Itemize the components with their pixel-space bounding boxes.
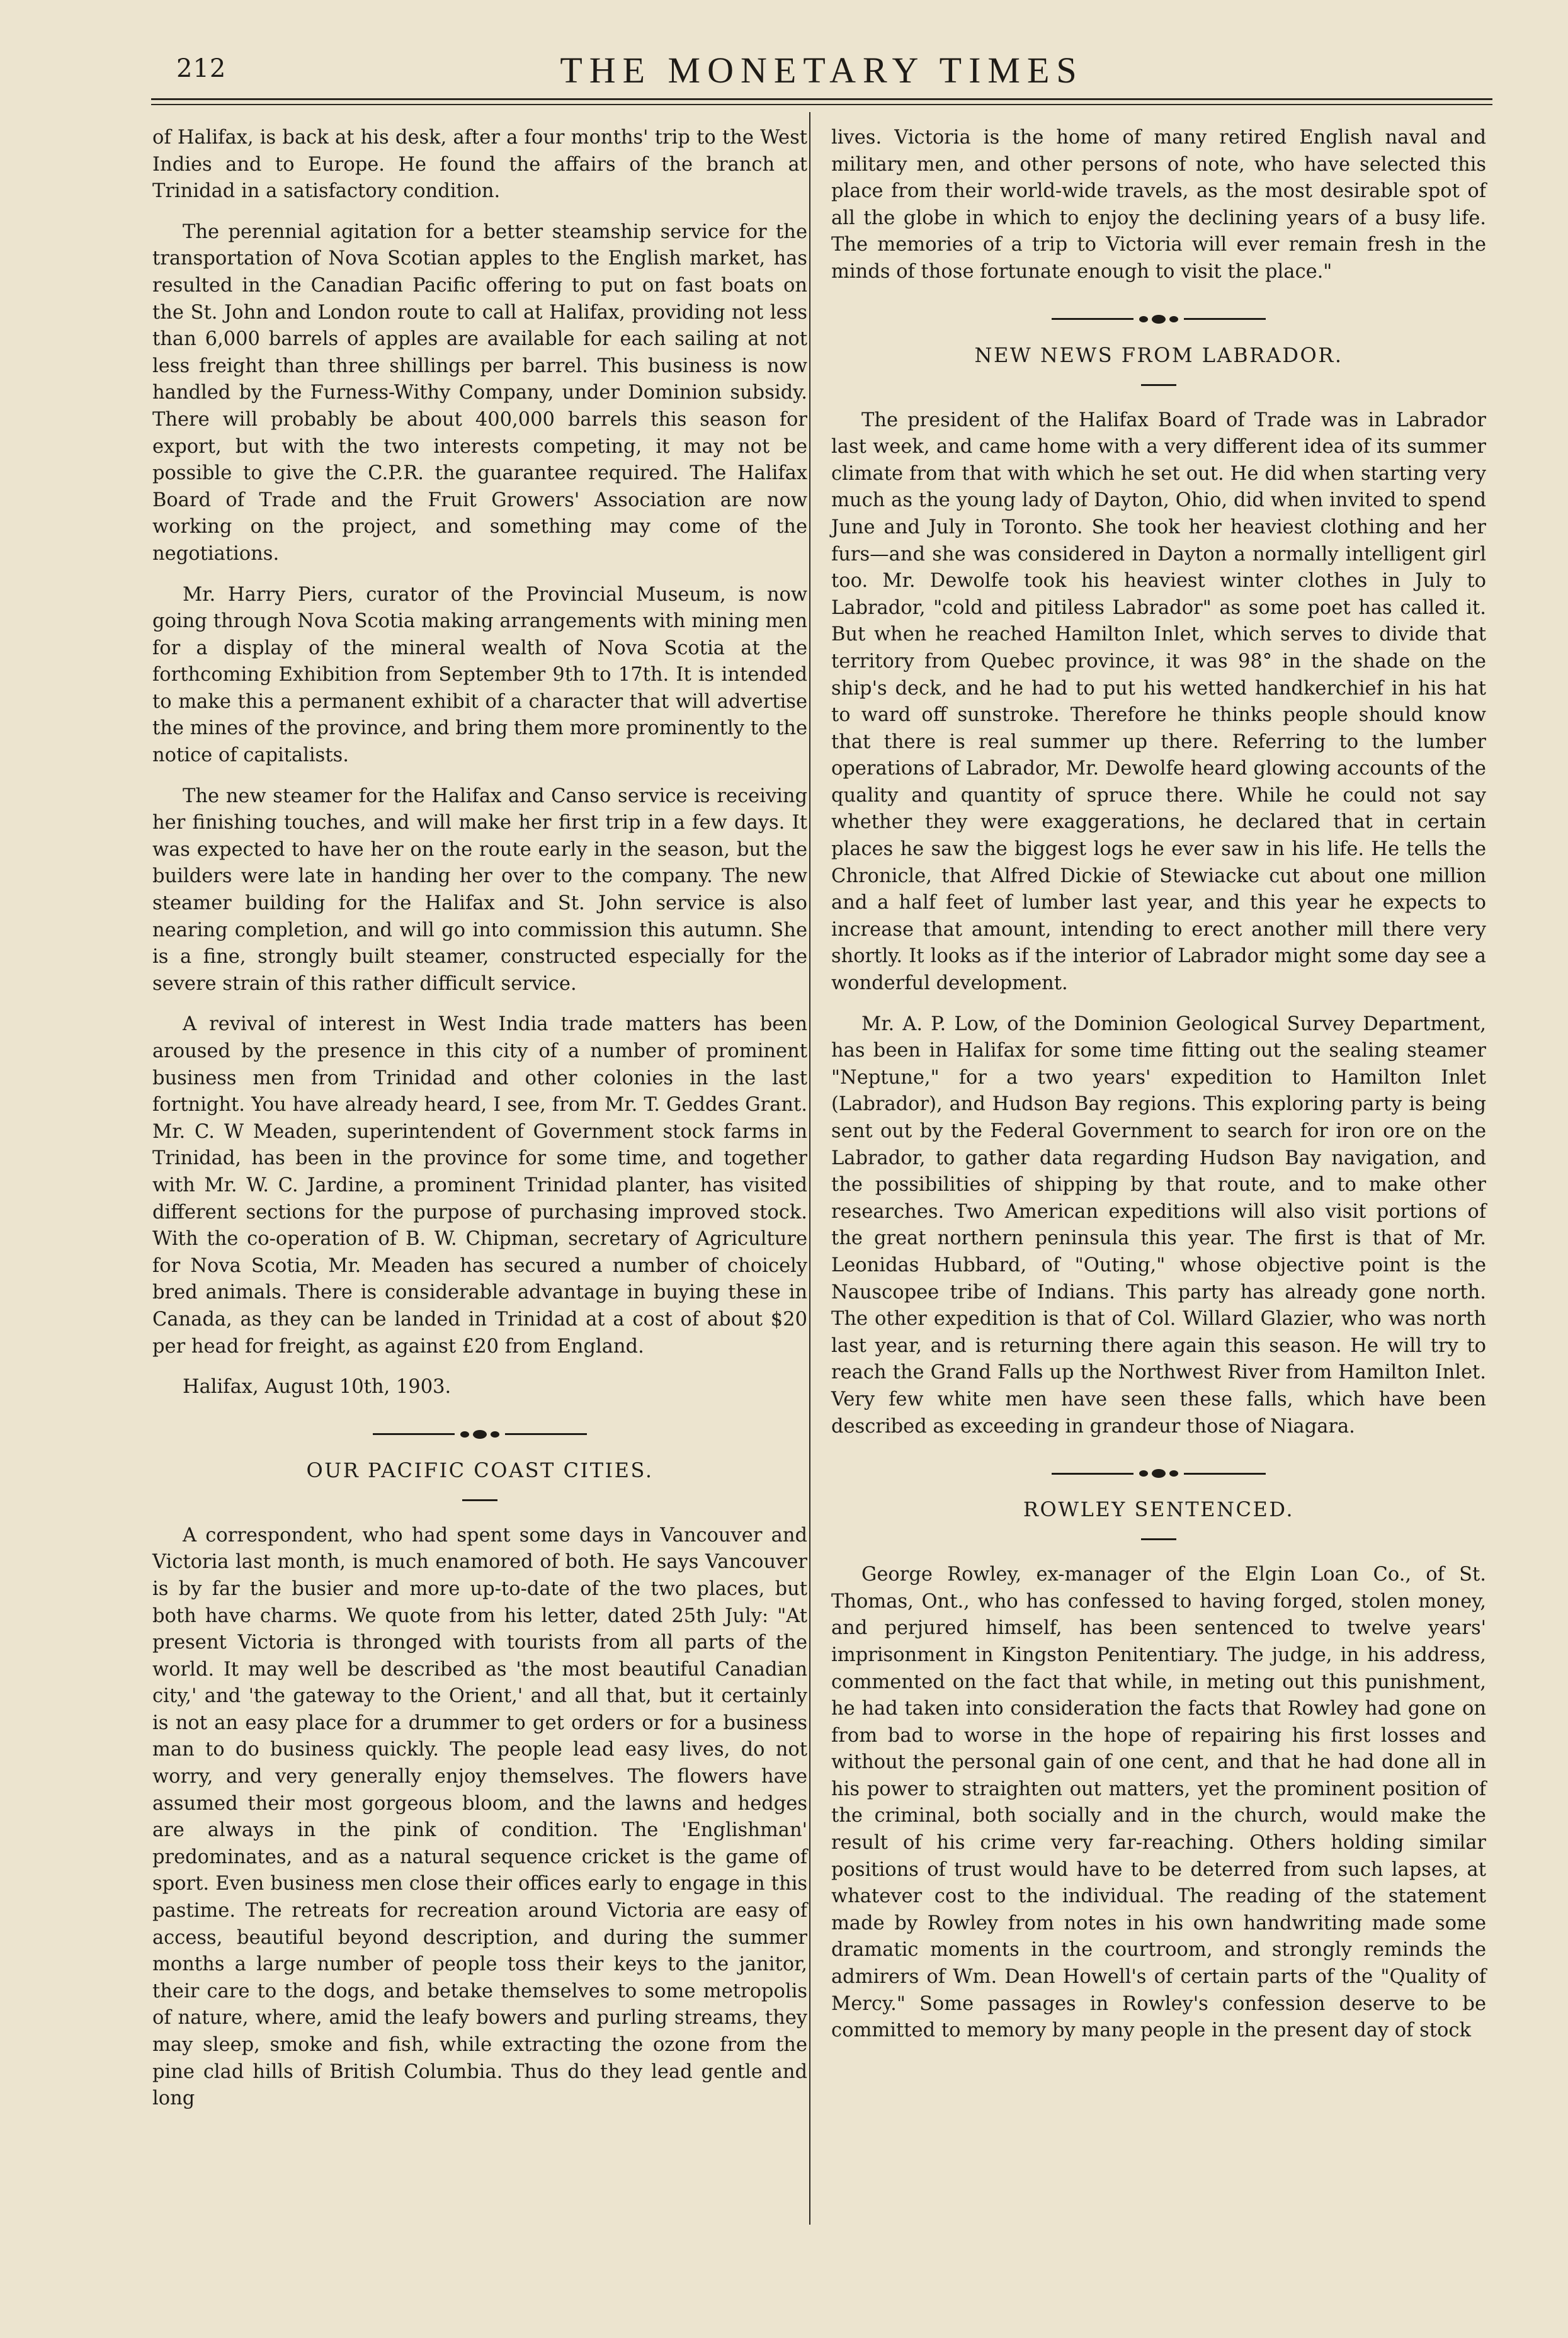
article-paragraph: lives. Victoria is the home of many retired English naval and military men, and other persons of note, who have selected this place from their world-wide travels, as the most desirable spot of all the globe in which to enjoy the declining years of a busy life. The memories of a trip to Victoria will ever remain fresh in the minds of those fortunate enough to visit the place." — [831, 127, 1486, 283]
header-rule-bottom — [151, 104, 1492, 105]
article-paragraph: Mr. Harry Piers, curator of the Provincial Museum, is now going through Nova Scotia making arrangements with mining men for a display of the mineral wealth of Nova Scotia at the forthcoming Exhibition from September 9th to 17th. It is intended to make this a permanent exhibit of a character that will advertise the mines of the province, and bring them more prominently to the notice of capitalists. — [152, 583, 807, 767]
article-paragraph: Mr. A. P. Low, of the Dominion Geological Survey Department, has been in Halifax for some time fitting out the sealing steamer "Neptune," for a two years' expedition to Hamilton Inlet (Labrador), and Hudson Bay regions. This exploring party is being sent out by the Federal Government to search for iron ore on the Labrador, to gather data regarding Hudson Bay navigation, and the possibilities of shipping by that route, and to make other researches. Two American expeditions will also visit portions of the great northern peninsula this year. The first is that of Mr. Leonidas Hubbard, of "Outing," whose objective point is the Nauscopee tribe of Indians. This party has already gone north. The other expedition is that of Col. Willard Glazier, who was north last year, and is returning there again this season. He will try to reach the Grand Falls up the Northwest River from Hamilton Inlet. Very few white men have seen these falls, which have been described as exceeding in grandeur those of Niagara. — [831, 1013, 1486, 1438]
article-paragraph: George Rowley, ex-manager of the Elgin Loan Co., of St. Thomas, Ont., who has confessed to having forged, stolen money, and perjured himself, has been sentenced to twelve years' imprisonment in Kingston Penitentiary. The judge, in his address, commented on the fact that while, in meting out this punishment, he had taken into consideration the facts that Rowley had gone on from bad to worse in the hope of repairing his first losses and without the personal gain of one cent, and that he had done all in his power to straighten out matters, yet the prominent position of the criminal, both socially and in the church, would make the result of his crime very far-reaching. Others holding similar positions of trust would have to be deterred from such lapses, at whatever cost to the individual. The reading of the statement made by Rowley from notes in his own handwriting made some dramatic moments in the courtroom, and strongly reminds the admirers of Wm. Dean Howell's of certain parts of the "Quality of Mercy." Some passages in Rowley's confession deserve to be committed to memory by many people in the present day of stock — [831, 1563, 1486, 2042]
section-ornament — [831, 1469, 1486, 1478]
article-paragraph: The perennial agitation for a better steamship service for the transportation of Nova Scotian apples to the English market, has resulted in the Canadian Pacific offering to put on fast boats on the St. John and London route to call at Halifax, providing not less than 6,000 barrels of apples are available for each sailing at not less freight than three shillings per barrel. This business is now handled by the Furness-Withy Company, under Dominion subsidy. There will probably be about 400,000 barrels this season for export, but with the two interests competing, it may not be possible to give the C.P.R. the guarantee required. The Halifax Board of Trade and the Fruit Growers' Association are now working on the project, and something may come of the negotiations. — [152, 220, 807, 565]
section-ornament — [152, 1430, 807, 1439]
column-divider — [809, 112, 810, 2225]
article-paragraph: A correspondent, who had spent some days in Vancouver and Victoria last month, is much enamored of both. He says Vancouver is by far the busier and more up-to-date of the two places, but both have charms. We quote from his letter, dated 25th July: "At present Victoria is thronged with tourists from all parts of the world. It may well be described as 'the most beautiful Canadian city,' and 'the gateway to the Orient,' and all that, but it certainly is not an easy place for a drummer to get orders or for a business man to do business quickly. The people lead easy lives, do not worry, and very generally enjoy themselves. The flowers have assumed their most gorgeous bloom, and the lawns and hedges are always in the pink of condition. The 'Englishman' predominates, and as a natural sequence cricket is the game of sport. Even business men close their offices early to engage in this pastime. The retreats for recreation around Victoria are easy of access, beautiful beyond description, and during the summer months a large number of people toss their keys to the janitor, their care to the dogs, and betake themselves to some metropolis of nature, where, amid the leafy bowers and purling streams, they may sleep, smoke and fish, while extracting the ozone from the pine clad hills of British Columbia. Thus do they lead gentle and long — [152, 1524, 807, 2110]
page-number: 212 — [176, 54, 227, 83]
section-heading-rowley: ROWLEY SENTENCED. — [1023, 1497, 1295, 1522]
section-ornament — [831, 315, 1486, 324]
article-paragraph: of Halifax, is back at his desk, after a four months' trip to the West Indies and to Europe. He found the affairs of the branch at Trinidad in a satisfactory condition. — [152, 127, 807, 203]
right-column — [831, 125, 1486, 2058]
heading-rule — [462, 1499, 497, 1501]
article-paragraph: The president of the Halifax Board of Trade was in Labrador last week, and came home with a very different idea of its summer climate from that with which he set out. He did when starting very much as the young lady of Dayton, Ohio, did when invited to spend June and July in Toronto. She took her heaviest clothing and her furs—and she was considered in Dayton a normally intelligent girl too. Mr. Dewolfe took his heaviest winter clothes in July to Labrador, "cold and pitiless Labrador" as some poet has called it. But when he reached Hamilton Inlet, which serves to divide that territory from Quebec province, it was 98° in the shade on the ship's deck, and he had to put his wetted handkerchief in his hat to ward off sunstroke. Therefore he thinks people should know that there is real summer up there. Referring to the lumber operations of Labrador, Mr. Dewolfe heard glowing accounts of the quality and quantity of spruce there. While he could not say whether they were exaggerations, he declared that in certain places he saw the biggest logs he ever saw in his life. He tells the Chronicle, that Alfred Dickie of Stewiacke cut about one million and a half feet of lumber last year, and this year he expects to increase that amount, intending to erect another mill there very shortly. It looks as if the interior of Labrador might some day see a wonderful development. — [831, 409, 1486, 995]
article-paragraph: A revival of interest in West India trade matters has been aroused by the presence in this city of a number of prominent business men from Trinidad and other colonies in the last fortnight. You have already heard, I see, from Mr. T. Geddes Grant. Mr. C. W Meaden, superintendent of Government stock farms in Trinidad, has been in the province for some time, and together with Mr. W. C. Jardine, a prominent Trinidad planter, has visited different sections for the purpose of purchasing improved stock. With the co-operation of B. W. Chipman, secretary of Agriculture for Nova Scotia, Mr. Meaden has secured a number of choicely bred animals. There is considerable advantage in buying these in Canada, as they can be landed in Trinidad at a cost of about $20 per head for freight, as against £20 from England. — [152, 1013, 807, 1358]
header-rule-top — [151, 98, 1492, 100]
section-heading-pacific-coast: OUR PACIFIC COAST CITIES. — [306, 1458, 654, 1482]
heading-rule — [1141, 384, 1176, 386]
left-column — [152, 125, 807, 2126]
section-heading-labrador: NEW NEWS FROM LABRADOR. — [974, 343, 1343, 367]
dateline: Halifax, August 10th, 1903. — [183, 1376, 452, 1399]
publication-title: THE MONETARY TIMES — [560, 50, 1084, 91]
page-header — [151, 44, 1492, 101]
article-paragraph: The new steamer for the Halifax and Canso service is receiving her finishing touches, and will make her first trip in a few days. It was expected to have her on the route early in the season, but the builders were late in handing her over to the company. The new steamer building for the Halifax and St. John service is also nearing completion, and will go into commission this autumn. She is a fine, strongly built steamer, constructed especially for the severe strain of this rather difficult service. — [152, 785, 807, 995]
heading-rule — [1141, 1538, 1176, 1540]
